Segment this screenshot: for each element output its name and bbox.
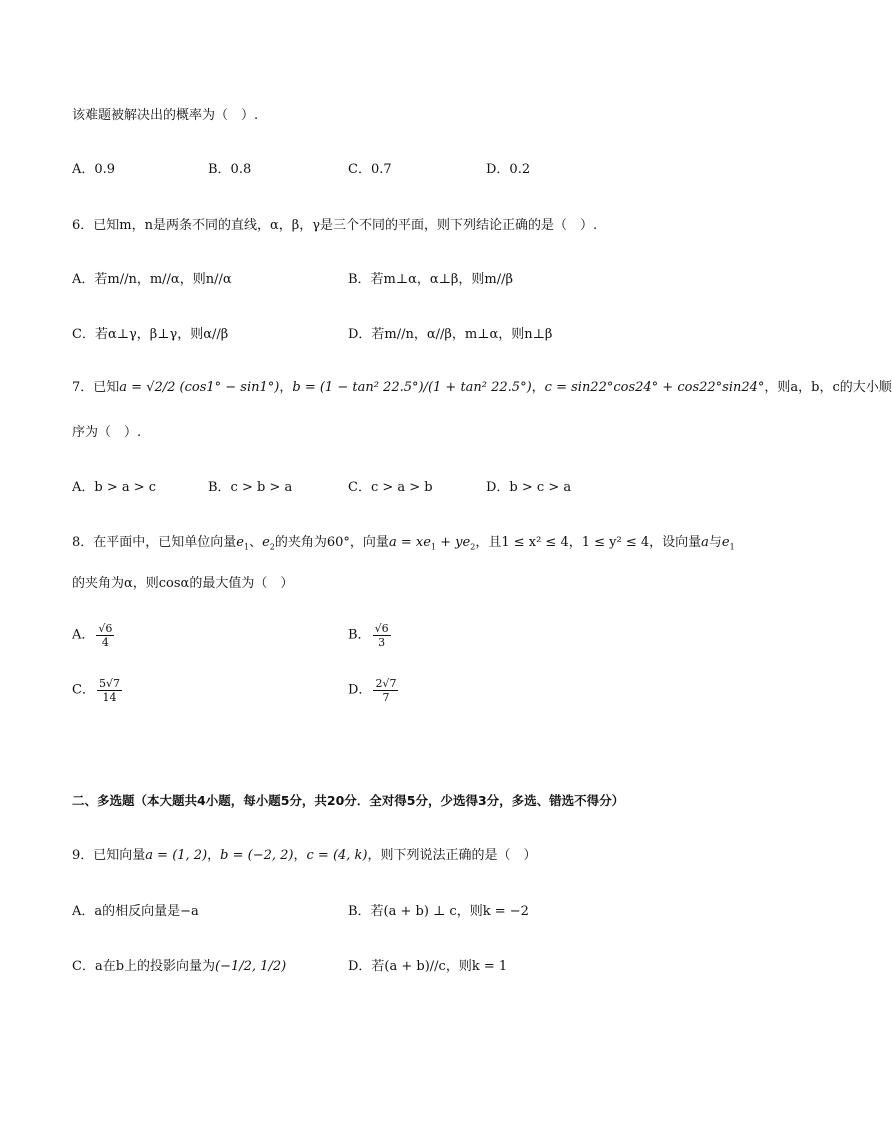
q9-vector-c: c = (4, k) [306,848,368,863]
q9-option-b: B．若(a + b) ⊥ c，则k = −2 [348,904,529,919]
q8-option-d-den: 7 [382,691,390,704]
q8-option-a [72,622,116,649]
q5-option-b: B．0.8 [208,162,252,177]
q8-option-b-den: 3 [378,636,386,649]
q6-option-c: C．若α⊥γ，β⊥γ，则α//β [72,327,229,342]
q8-option-b-num: √6 [374,622,389,635]
q8-option-a-den: 4 [101,636,109,649]
q9-stem-tail: ，则下列说法正确的是（ ） [367,848,537,863]
q8-option-b-label: B． [348,627,371,643]
q9-option-a: A．a的相反向量是−a [72,904,199,919]
q8-option-c [72,677,124,704]
q9-vector-b: b = (−2, 2) [220,848,294,863]
q8-option-c-label: C． [72,682,95,698]
q8-option-c-den: 14 [102,691,117,704]
q6-option-b: B．若m⊥α，α⊥β，则m//β [348,272,514,287]
q7-option-d: D．b > c > a [486,480,572,495]
q7-tail: ，则a，b，c的大小顺 [764,380,892,395]
q6-option-a: A．若m//n，m//α，则n//α [72,272,232,287]
q7-option-b: B．c > b > a [208,480,293,495]
q9-stem-prefix: 9．已知向量 [72,848,146,863]
q8-line1-mid: 的夹角为60°，向量 [274,535,389,550]
q6-stem: 6．已知m，n是两条不同的直线，α，β，γ是三个不同的平面，则下列结论正确的是（ ）. [72,218,598,233]
q5-option-a: A．0.9 [72,162,116,177]
section-2-heading: 二、多选题（本大题共4小题，每小题5分，共20分．全对得5分，少选得3分，多选、错选不得分） [72,793,625,808]
q6-option-d: D．若m//n，α//β，m⊥α，则n⊥β [348,327,553,342]
q8-option-b [348,622,393,649]
q8-option-c-num: 5√7 [98,677,120,690]
q7-stem: 7．已知a = √2/2 (cos1° − sin1°)，b = (1 − tan² 22.5°)/(1 + tan² 22.5°)，c = sin22°cos24° + cos22°sin24°，则a，b，c的大小顺 [72,380,892,395]
q5-option-c: C．0.7 [348,162,392,177]
q8-line1-cond: ，且1 ≤ x² ≤ 4，1 ≤ y² ≤ 4，设向量 [475,535,702,550]
q8-line1: 8．在平面中，已知单位向量$e_1$、$e_2$的夹角为60°，向量$a = xe_1 + ye_2$，且1 ≤ x² ≤ 4，1 ≤ y² ≤ 4，设向量a与$e_1$ [72,535,735,552]
q8-line1-prefix: 8．在平面中，已知单位向量 [72,535,237,550]
q9-vector-a: a = (1, 2) [145,848,208,863]
q8-option-d [348,677,400,704]
q8-option-a-label: A． [72,627,95,643]
q5-tail: 该难题被解决出的概率为（ ）. [72,108,259,123]
q9-option-c-prefix: C．a在b上的投影向量为 [72,959,216,974]
q9-option-c-vector: (−1/2, 1/2) [215,959,287,974]
q9-option-d: D．若(a + b)//c，则k = 1 [348,959,508,974]
q8-line1-end: 与 [708,535,722,550]
q7-option-a: A．b > a > c [72,480,157,495]
q5-option-d: D．0.2 [486,162,531,177]
q7-c-expr: c = sin22°cos24° + cos22°sin24° [544,380,765,395]
q7-b-expr: b = (1 − tan² 22.5°)/(1 + tan² 22.5°) [292,380,532,395]
q7-line2: 序为（ ）. [72,425,142,440]
q7-a-expr: a = √2/2 (cos1° − sin1°) [119,380,280,395]
q9-stem: 9．已知向量a = (1, 2)，b = (−2, 2)，c = (4, k)，则下列说法正确的是（ ） [72,848,537,863]
q9-option-c [72,957,286,977]
q8-option-a-num: √6 [98,622,113,635]
q8-line2: 的夹角为α，则cosα的最大值为（ ） [72,576,294,591]
q8-option-d-num: 2√7 [375,677,397,690]
q8-option-d-label: D． [348,682,372,698]
q7-option-c: C．c > a > b [348,480,433,495]
q7-prefix: 7．已知 [72,380,120,395]
